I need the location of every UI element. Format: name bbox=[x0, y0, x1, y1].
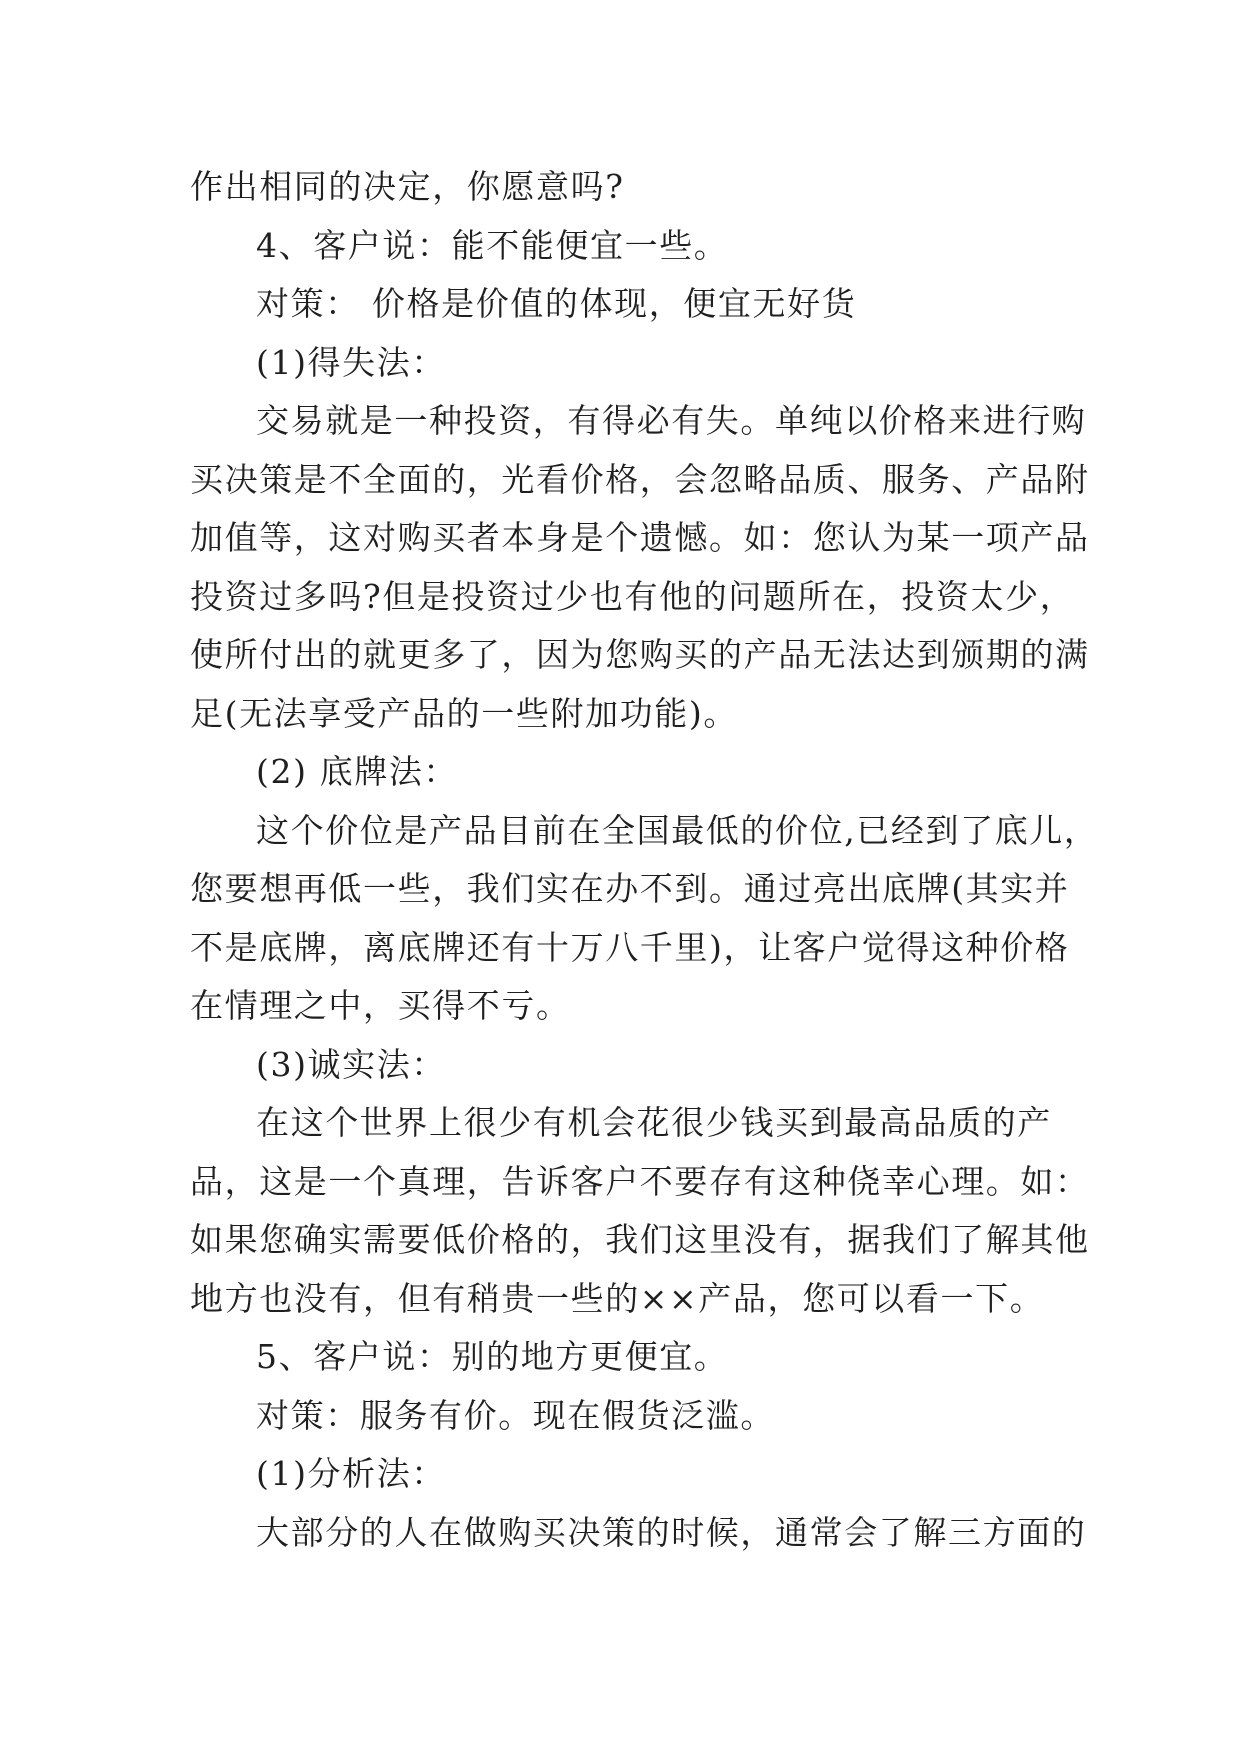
strategy-line: 对策：服务有价。现在假货泛滥。 bbox=[256, 1395, 775, 1435]
paragraph-first-line: 这个价位是产品目前在全国最低的价位,已经到了底儿， bbox=[256, 810, 1099, 850]
document-body bbox=[190, 158, 1099, 1562]
body-line: 地方也没有，但有稍贵一些的××产品，您可以看一下。 bbox=[190, 1278, 1045, 1318]
body-line: 使所付出的就更多了，因为您购买的产品无法达到颁期的满 bbox=[190, 635, 1090, 674]
body-line: 如果您确实需要低价格的，我们这里没有，据我们了解其他 bbox=[190, 1220, 1090, 1259]
method-heading: (1)分析法： bbox=[256, 1454, 446, 1493]
body-line: 投资过多吗?但是投资过少也有他的问题所在，投资太少， bbox=[190, 576, 1075, 616]
section-heading: 5、客户说：别的地方更便宜。 bbox=[256, 1337, 729, 1376]
body-line: 足(无法享受产品的一些附加功能)。 bbox=[190, 693, 738, 733]
method-heading: (3)诚实法： bbox=[256, 1044, 446, 1084]
body-line: 加值等，这对购买者本身是个遗憾。如：您认为某一项产品 bbox=[190, 518, 1090, 557]
method-heading: (2) 底牌法： bbox=[256, 752, 459, 791]
body-line: 您要想再低一些，我们实在办不到。通过亮出底牌(其实并 bbox=[190, 869, 1070, 908]
paragraph-first-line: 交易就是一种投资，有得必有失。单纯以价格来进行购 bbox=[256, 401, 1087, 440]
paragraph-first-line: 大部分的人在做购买决策的时候，通常会了解三方面的 bbox=[256, 1512, 1087, 1552]
body-line: 在情理之中，买得不亏。 bbox=[190, 986, 571, 1025]
paragraph-first-line: 在这个世界上很少有机会花很少钱买到最高品质的产 bbox=[256, 1103, 1052, 1142]
method-heading: (1)得失法： bbox=[256, 342, 446, 382]
section-heading: 4、客户说：能不能便宜一些。 bbox=[256, 225, 729, 265]
body-line: 买决策是不全面的，光看价格，会忽略品质、服务、产品附 bbox=[190, 459, 1090, 499]
strategy-line: 对策： 价格是价值的体现，便宜无好货 bbox=[256, 284, 857, 323]
body-line: 品，这是一个真理，告诉客户不要存有这种侥幸心理。如： bbox=[190, 1161, 1090, 1201]
body-line: 不是底牌，离底牌还有十万八千里)，让客户觉得这种价格 bbox=[190, 927, 1070, 967]
body-line: 作出相同的决定，你愿意吗? bbox=[190, 167, 625, 206]
